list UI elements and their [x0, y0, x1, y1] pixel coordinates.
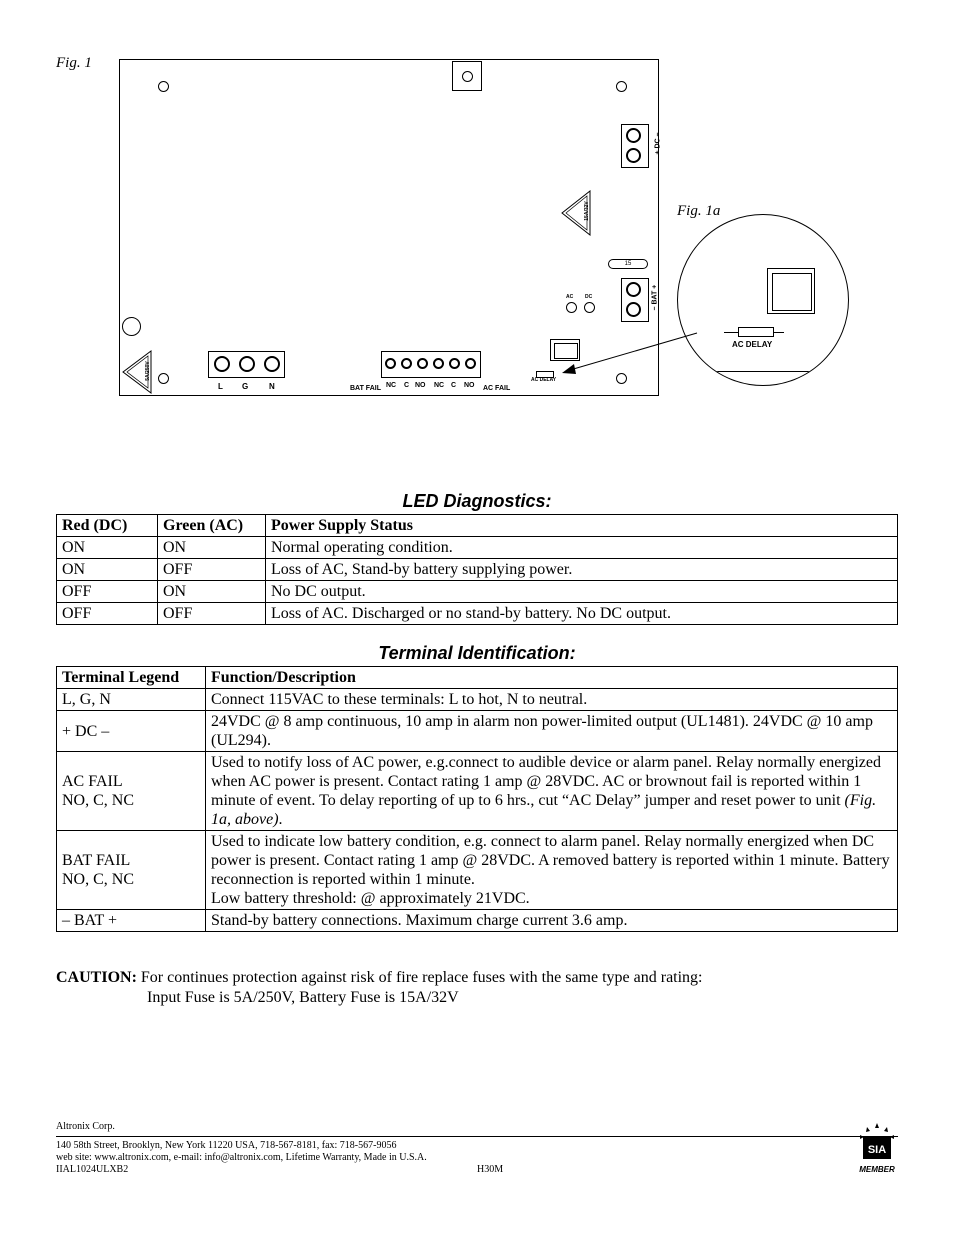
legend-line: NO, C, NC [62, 871, 135, 888]
terminal-n: N [269, 382, 275, 391]
relay-terminal-2: C [404, 382, 410, 389]
revision-code: H30M [477, 1164, 504, 1175]
zoom-ac-delay-label: AC DELAY [732, 340, 773, 349]
sia-member-badge [855, 1121, 899, 1177]
fig1a-label: Fig. 1a [677, 203, 721, 219]
cell-legend [57, 711, 206, 752]
table-row [57, 559, 898, 581]
description-text: Stand-by battery connections. Maximum charge current 3.6 amp. [211, 912, 628, 929]
ground-screw [452, 61, 482, 91]
cell-green: OFF [158, 603, 266, 625]
description-text: Used to indicate low battery condition, e.g. connect to alarm panel. Relay normally energized when DC power is present. Contact rating 1 amp @ 28VDC. A removed battery is reported within 1 minute. Battery reconnection is reported within 1 minute. [211, 833, 890, 888]
zoom-chip [767, 268, 815, 314]
company-address: 140 58th Street, Brooklyn, New York 11220 USA, 718-567-8181, fax: 718-567-9056 [56, 1140, 397, 1151]
input-fuse-rating: 5A/250V [145, 361, 151, 381]
relay-terminal-6: NO [464, 382, 475, 389]
cell-description [206, 711, 898, 752]
zoom-circle [677, 214, 849, 386]
zoom-arrow [560, 330, 700, 380]
description-text: 24VDC @ 8 amp continuous, 10 amp in alarm non power-limited output (UL1481). 24VDC @ 10 amp (UL294). [211, 713, 873, 749]
led-diagnostics-title: LED Diagnostics: [402, 491, 552, 511]
cell-description [206, 752, 898, 831]
caution-block [56, 968, 703, 1008]
cell-status: Loss of AC. Discharged or no stand-by battery. No DC output. [266, 603, 898, 625]
legend-line: BAT FAIL [62, 852, 131, 869]
relay-terminal-4: NC [434, 382, 445, 389]
cell-status: Loss of AC, Stand-by battery supplying power. [266, 559, 898, 581]
relay-terminal-5: C [451, 382, 457, 389]
col-terminal-legend: Terminal Legend [57, 667, 206, 689]
table-header-row [57, 667, 898, 689]
led-dc-label: DC [585, 294, 593, 300]
cell-red: ON [57, 559, 158, 581]
cell-red: OFF [57, 603, 158, 625]
table-row [57, 910, 898, 932]
led-dc [584, 302, 595, 313]
sia-logo-icon [855, 1121, 899, 1165]
cell-description [206, 689, 898, 711]
table-row [57, 581, 898, 603]
cell-status: No DC output. [266, 581, 898, 603]
terminal-l: L [218, 382, 223, 391]
led-ac-label: AC [566, 294, 574, 300]
cell-legend [57, 831, 206, 910]
table-row [57, 831, 898, 910]
table-row [57, 711, 898, 752]
led-ac [566, 302, 577, 313]
mount-hole [158, 373, 169, 384]
cell-description [206, 910, 898, 932]
zoom-jumper [738, 327, 774, 337]
col-function: Function/Description [206, 667, 898, 689]
bat-terminal-label: – BAT + [651, 284, 659, 311]
relay-terminal-1: NC [386, 382, 397, 389]
bat-fail-label: BAT FAIL [350, 385, 381, 392]
inline-fuse-label: 15 [624, 261, 632, 267]
description-text: Connect 115VAC to these terminals: L to hot, N to neutral. [211, 691, 588, 708]
document-id: IIAL1024ULXB2 [56, 1164, 129, 1175]
company-name: Altronix Corp. [56, 1121, 115, 1132]
cell-description [206, 831, 898, 910]
figure-reference: (Fig. 1a, above) [211, 792, 877, 828]
dc-terminal-label: + DC – [654, 132, 662, 155]
terminal-identification-title: Terminal Identification: [378, 643, 576, 663]
caution-line-2: Input Fuse is 5A/250V, Battery Fuse is 15A/32V [147, 989, 459, 1006]
table-header-row [57, 515, 898, 537]
cell-green: ON [158, 537, 266, 559]
ac-fail-label: AC FAIL [483, 385, 511, 392]
table-row [57, 537, 898, 559]
terminal-identification-table [56, 666, 898, 932]
sia-logo-letters: SIA [867, 1144, 887, 1156]
caution-line-1: For continues protection against risk of fire replace fuses with the same type and rating: [140, 969, 703, 986]
cell-red: ON [57, 537, 158, 559]
col-status: Power Supply Status [266, 515, 898, 537]
mount-hole [616, 81, 627, 92]
legend-line: L, G, N [62, 691, 111, 708]
ac-delay-small-label: AC DELAY [531, 377, 557, 383]
relay-terminal-block [381, 351, 481, 378]
caution-label: CAUTION: [56, 969, 137, 986]
mount-hole [158, 81, 169, 92]
cell-green: ON [158, 581, 266, 603]
cell-green: OFF [158, 559, 266, 581]
input-terminal-block [208, 351, 285, 378]
footer [56, 1121, 115, 1133]
led-diagnostics-table [56, 514, 898, 625]
large-hole [122, 317, 141, 336]
footer-details [56, 1140, 427, 1176]
dc-terminal-block [621, 124, 649, 168]
col-red-dc: Red (DC) [57, 515, 158, 537]
description-period: . [278, 811, 283, 828]
description-text: Used to notify loss of AC power, e.g.connect to audible device or alarm panel. Relay normally energized when AC power is present. Contact rating 1 amp @ 28VDC. AC or brownout fail is reported within 1 minute of event. To delay reporting of up to 6 hrs., cut “AC Delay” jumper and reset power to unit [211, 754, 881, 809]
cell-red: OFF [57, 581, 158, 603]
inline-fuse [608, 259, 648, 269]
cell-status: Normal operating condition. [266, 537, 898, 559]
table-row [57, 752, 898, 831]
legend-line: – BAT + [62, 912, 117, 929]
relay-terminal-3: NO [415, 382, 426, 389]
fig1-label: Fig. 1 [56, 55, 92, 71]
bat-terminal-block [621, 278, 649, 322]
cell-legend [57, 752, 206, 831]
table-row [57, 689, 898, 711]
cell-legend [57, 910, 206, 932]
description-text: Low battery threshold: @ approximately 21VDC. [211, 890, 530, 907]
legend-line: AC FAIL [62, 773, 123, 790]
cell-legend [57, 689, 206, 711]
member-label: MEMBER [859, 1165, 895, 1174]
company-web: web site: www.altronix.com, e-mail: info@altronix.com, Lifetime Warranty, Made in U.S.A. [56, 1152, 427, 1163]
table-row [57, 603, 898, 625]
legend-line: + DC – [62, 722, 110, 740]
legend-line: NO, C, NC [62, 792, 135, 809]
terminal-g: G [242, 382, 249, 391]
footer-divider [56, 1136, 898, 1137]
battery-fuse-rating: 15A/32V [584, 201, 590, 221]
col-green-ac: Green (AC) [158, 515, 266, 537]
